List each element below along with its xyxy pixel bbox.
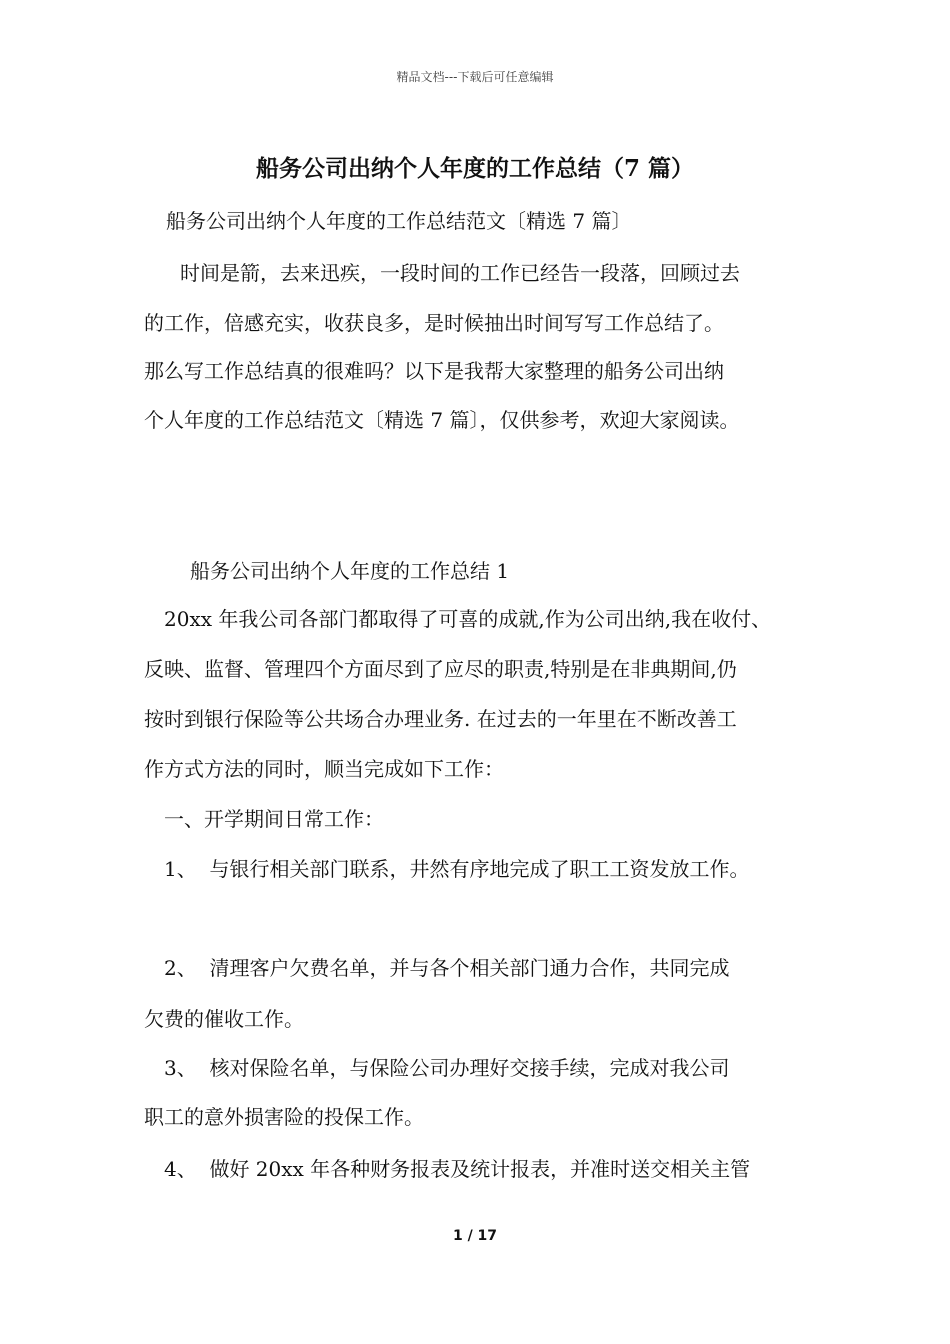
body-line: 20xx 年我公司各部门都取得了可喜的成就,作为公司出纳,我在收付、	[164, 607, 772, 631]
document-title: 船务公司出纳个人年度的工作总结（7 篇）	[255, 155, 694, 182]
page-number: 1 / 17	[452, 1228, 498, 1244]
list-item-continuation: 职工的意外损害险的投保工作。	[144, 1105, 424, 1129]
body-line: 反映、监督、管理四个方面尽到了应尽的职责,特别是在非典期间,仍	[144, 657, 737, 681]
document-subtitle: 船务公司出纳个人年度的工作总结范文〔精选 7 篇〕	[166, 209, 632, 233]
list-item: 4、 做好 20xx 年各种财务报表及统计报表，并准时送交相关主管	[164, 1157, 751, 1181]
list-item: 3、 核对保险名单，与保险公司办理好交接手续，完成对我公司	[164, 1056, 730, 1080]
page-header: 精品文档---下载后可任意编辑	[396, 70, 554, 84]
list-heading: 一、开学期间日常工作：	[164, 807, 384, 831]
intro-line: 时间是箭，去来迅疾，一段时间的工作已经告一段落，回顾过去	[180, 261, 740, 285]
list-item-continuation: 欠费的催收工作。	[144, 1007, 304, 1031]
body-line: 作方式方法的同时，顺当完成如下工作：	[144, 757, 504, 781]
intro-line: 那么写工作总结真的很难吗？以下是我帮大家整理的船务公司出纳	[144, 359, 724, 383]
body-line: 按时到银行保险等公共场合办理业务. 在过去的一年里在不断改善工	[144, 707, 737, 731]
list-item: 1、 与银行相关部门联系，井然有序地完成了职工工资发放工作。	[164, 857, 750, 881]
intro-line: 的工作，倍感充实，收获良多，是时候抽出时间写写工作总结了。	[144, 311, 724, 335]
section-title: 船务公司出纳个人年度的工作总结 1	[190, 559, 510, 583]
intro-line: 个人年度的工作总结范文〔精选 7 篇〕，仅供参考，欢迎大家阅读。	[144, 408, 740, 432]
list-item: 2、 清理客户欠费名单，并与各个相关部门通力合作，共同完成	[164, 956, 730, 980]
